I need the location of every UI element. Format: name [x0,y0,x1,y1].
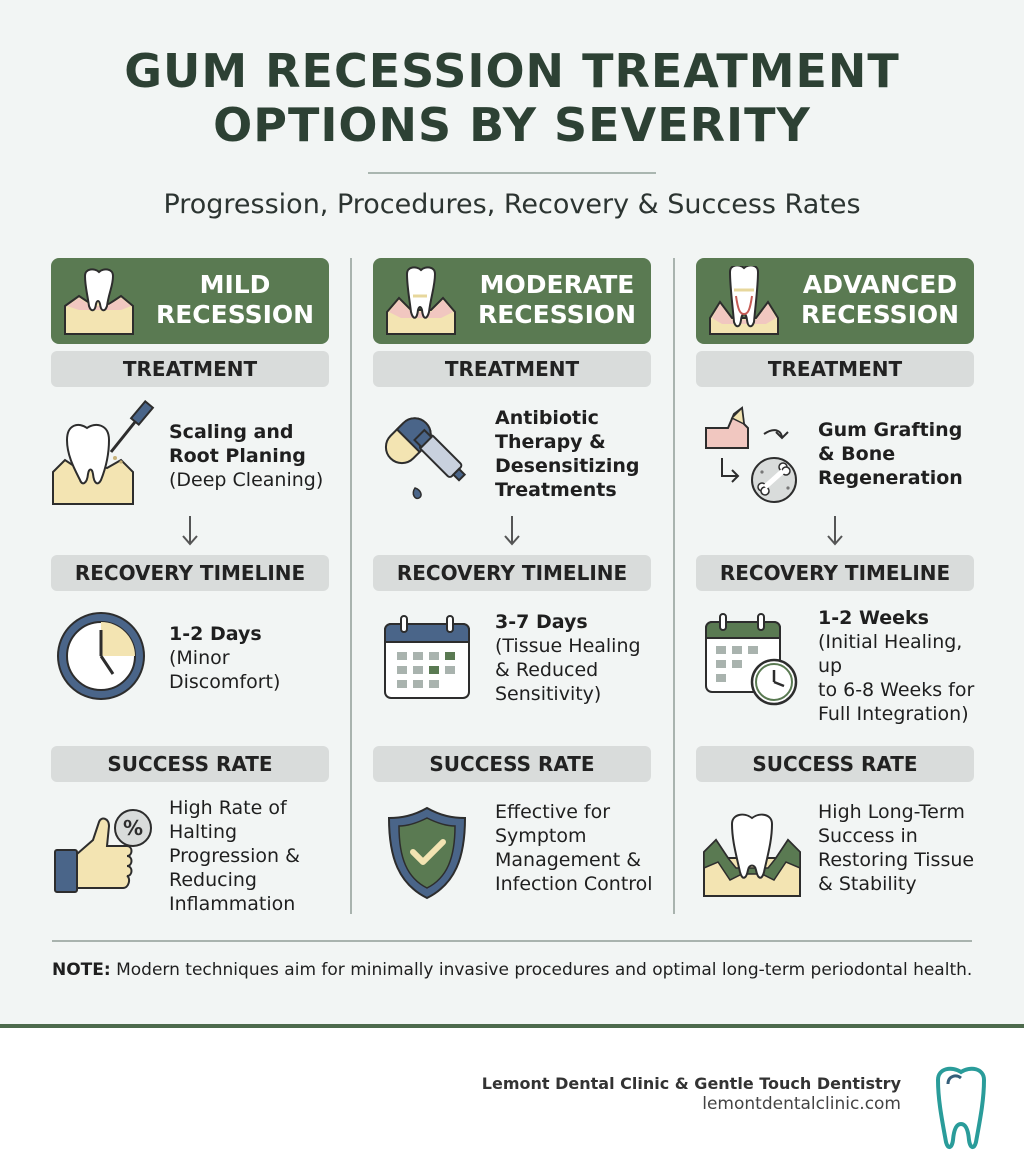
treatment-line: Treatments [495,479,617,501]
arrow-down-icon [180,514,200,548]
footer-url[interactable]: lemontdentalclinic.com [702,1094,901,1114]
column-header-moderate [373,258,651,344]
treatment-line: Desensitizing [495,455,640,477]
column-divider-2 [673,258,675,914]
success-line: Symptom [495,825,587,847]
recovery-label: RECOVERY TIMELINE [373,555,651,591]
recovery-text [495,610,655,706]
note [52,958,982,982]
recovery-label: RECOVERY TIMELINE [696,555,974,591]
footer [0,1024,1024,1158]
scaling-tool-tooth-icon [51,400,155,506]
calendar-icon [383,614,471,700]
recovery-bold: 3-7 Days [495,611,588,633]
success-line: High Rate of [169,797,287,819]
footer-org: Lemont Dental Clinic & Gentle Touch Dentistry [481,1074,901,1093]
header-line-1: MODERATE [479,270,635,299]
success-text [169,796,339,916]
success-line: Inflammation [169,893,296,915]
success-label: SUCCESS RATE [373,746,651,782]
success-line: Infection Control [495,873,653,895]
success-line: Halting [169,821,238,843]
header-line-1: ADVANCED [802,270,958,299]
recovery-text [169,622,339,694]
header-line-1: MILD [199,270,271,299]
column-header-advanced [696,258,974,344]
healthy-tooth-gum-icon [702,810,802,898]
treatment-label: TREATMENT [373,351,651,387]
treatment-line: Root Planing [169,445,306,467]
success-line: Restoring Tissue [818,849,975,871]
treatment-line: Therapy & [495,431,606,453]
recovery-bold: 1-2 Weeks [818,607,929,629]
column-header-mild [51,258,329,344]
success-line: High Long-Term [818,801,965,823]
tooth-logo-icon [930,1062,992,1152]
note-text: Modern techniques aim for minimally invasive procedures and optimal long-term periodontal health. [110,960,973,980]
calendar-clock-icon [704,612,800,706]
recovery-line: Discomfort) [169,671,281,693]
treatment-line: Gum Grafting [818,419,963,441]
arrow-down-icon [502,514,522,548]
header-line-2: RECESSION [477,300,637,329]
tooth-advanced-gum-icon [706,266,782,338]
success-line: Success in [818,825,918,847]
clock-icon [55,610,147,702]
recovery-line: Sensitivity) [495,683,602,705]
treatment-label: TREATMENT [696,351,974,387]
treatment-line: & Bone [818,443,896,465]
treatment-sub: (Deep Cleaning) [169,469,324,491]
success-label: SUCCESS RATE [696,746,974,782]
note-divider [52,940,972,942]
recovery-bold: 1-2 Days [169,623,262,645]
header-line-2: RECESSION [155,300,315,329]
treatment-line: Scaling and [169,421,294,443]
success-line: Management & [495,849,642,871]
success-label: SUCCESS RATE [51,746,329,782]
recovery-line: & Reduced [495,659,599,681]
success-line: Progression & [169,845,300,867]
recovery-line: Full Integration) [818,703,969,725]
treatment-line: Antibiotic [495,407,599,429]
treatment-line: Regeneration [818,467,963,489]
header-line-2: RECESSION [800,300,960,329]
success-text [495,800,655,896]
title-line-1: GUM RECESSION TREATMENT [124,44,900,98]
svg-text:%: % [122,816,144,840]
recovery-line: (Minor [169,647,230,669]
title-line-2: OPTIONS BY SEVERITY [213,98,811,152]
treatment-text [169,420,339,492]
success-line: Reducing [169,869,257,891]
tooth-moderate-gum-icon [383,266,459,338]
recovery-line: (Initial Healing, up [818,631,963,677]
arrow-down-icon [825,514,845,548]
shield-check-icon [385,806,469,900]
tooth-mild-gum-icon [61,266,137,338]
column-divider-1 [350,258,352,914]
recovery-text [818,606,988,726]
thumbs-up-percent-icon [53,800,157,896]
treatment-text [495,406,655,502]
capsule-and-gel-tube-icon [381,402,481,502]
success-line: & Stability [818,873,917,895]
note-label: NOTE: [52,960,111,980]
treatment-label: TREATMENT [51,351,329,387]
page-subtitle: Progression, Procedures, Recovery & Success Rates [163,189,861,220]
success-text [818,800,988,896]
recovery-line: (Tissue Healing [495,635,641,657]
treatment-text [818,418,978,490]
success-line: Effective for [495,801,611,823]
recovery-label: RECOVERY TIMELINE [51,555,329,591]
graft-and-bone-icon [704,404,804,506]
recovery-line: to 6-8 Weeks for [818,679,975,701]
